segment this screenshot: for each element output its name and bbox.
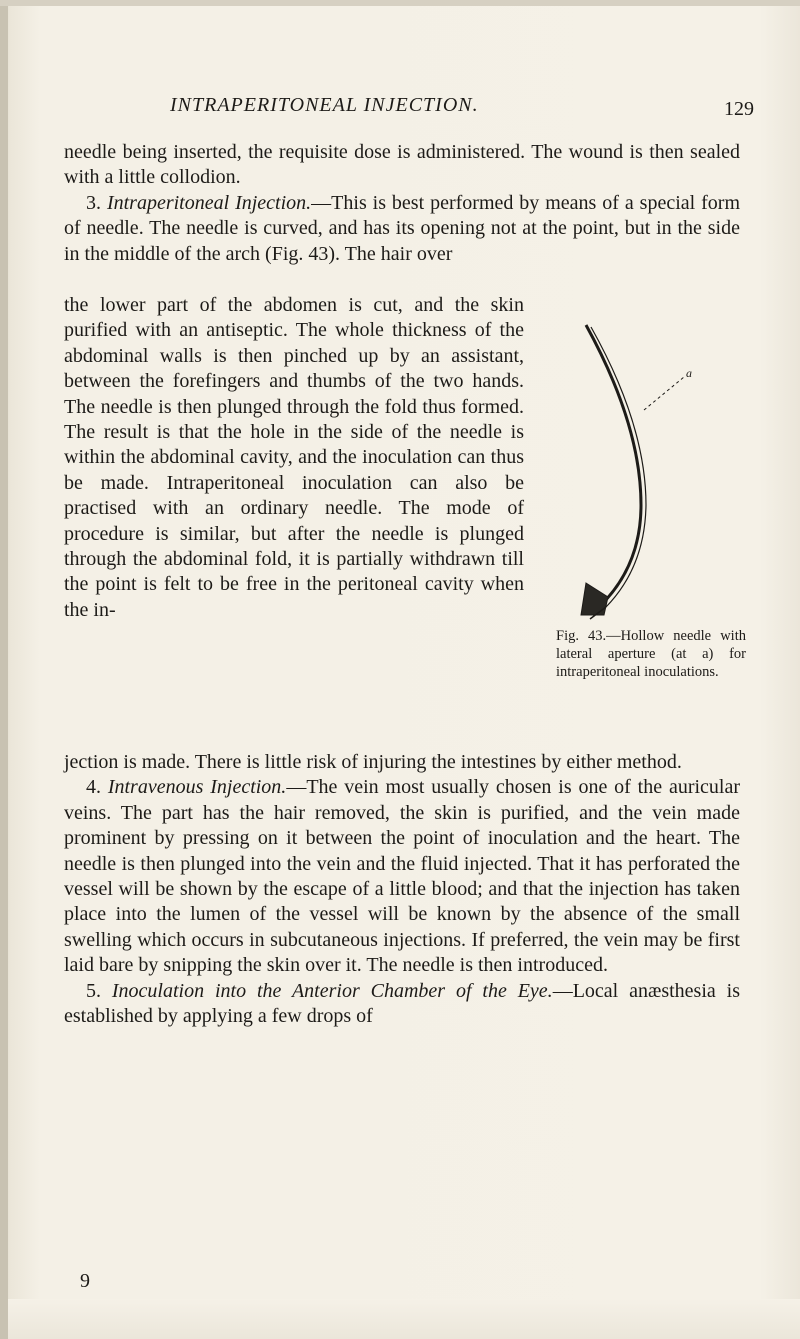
signature-mark: 9 — [80, 1270, 90, 1292]
paragraph-text-end: jection is made. There is little risk of injuring the intestines by either method. — [64, 751, 682, 773]
running-head: INTRAPERITONEAL INJECTION. — [170, 94, 479, 116]
bottom-edge — [8, 1299, 800, 1339]
page-number: 129 — [724, 98, 754, 120]
paragraph-anterior-chamber — [64, 979, 740, 1030]
paragraph-intravenous — [64, 775, 740, 978]
section-title-intravenous: Intravenous Injection. — [107, 776, 287, 799]
section-number: 5. — [86, 979, 112, 1002]
paragraph-intraperitoneal — [64, 191, 740, 267]
section-number: 4. — [86, 776, 108, 799]
paragraph-text-narrow: the lower part of the abdomen is cut, and the skin purified with an antiseptic. The whole thickness of the abdominal walls is then pinched up by an assistant, between the forefingers and thumbs of the two hands. The needle is then plunged through the fold thus formed. The result is that the hole in the side of the needle is within the abdominal cavity, and the inoculation can thus be made. Intraperitoneal inoculation can also be practised with an ordinary needle. The mode of procedure is similar, but after the needle is plunged through the abdominal fold, it is partially withdrawn till the point is felt to be free in the peritoneal cavity when the in- — [64, 294, 524, 621]
figure-caption: Fig. 43.—Hollow needle with lateral aperture (at a) for intraperitoneal inoculations. — [556, 628, 746, 680]
needle-hub — [581, 583, 608, 615]
aperture-pointer — [644, 377, 684, 410]
paragraph-text: —This is best performed by means of a special form of needle. The needle is curved, and has its opening not at the point, but in the side in the middle of the arch (Fig. 43). The hair over — [64, 191, 740, 265]
needle-shaft — [586, 325, 641, 605]
body-text-bottom — [64, 750, 740, 1029]
paragraph-text: —Local anæsthesia is established by applying a few drops of — [64, 979, 740, 1028]
paragraph-text: —The vein most usually chosen is one of the auricular veins. The part has the hair removed, the skin is purified, and the vein made prominent by pressing on it between the point of inoculation and the heart. The needle is then plunged into the vein and the fluid injected. That it has perforated the vessel will be shown by the escape of a little blood; and that the injection has taken place into the lumen of the vessel will be known by the absence of the small swelling which occurs in subcutaneous injections. If preferred, the vein may be first laid bare by snipping the skin over it. The needle is then introduced. — [64, 776, 741, 977]
paragraph-continuation: needle being inserted, the requisite dose is administered. The wound is then sealed with a little collodion. — [64, 141, 740, 189]
body-text-beside-figure — [64, 293, 524, 623]
figure-label-a: a — [686, 366, 692, 380]
book-spine-edge — [0, 0, 8, 1339]
section-title-anterior-chamber: Inoculation into the Anterior Chamber of the Eye. — [111, 979, 553, 1002]
section-number: 3. — [86, 191, 107, 214]
section-title-intraperitoneal: Intraperitoneal Injection. — [106, 191, 312, 214]
top-edge-shadow — [0, 0, 800, 6]
body-text-top — [64, 140, 740, 267]
curved-needle-figure — [546, 315, 696, 625]
